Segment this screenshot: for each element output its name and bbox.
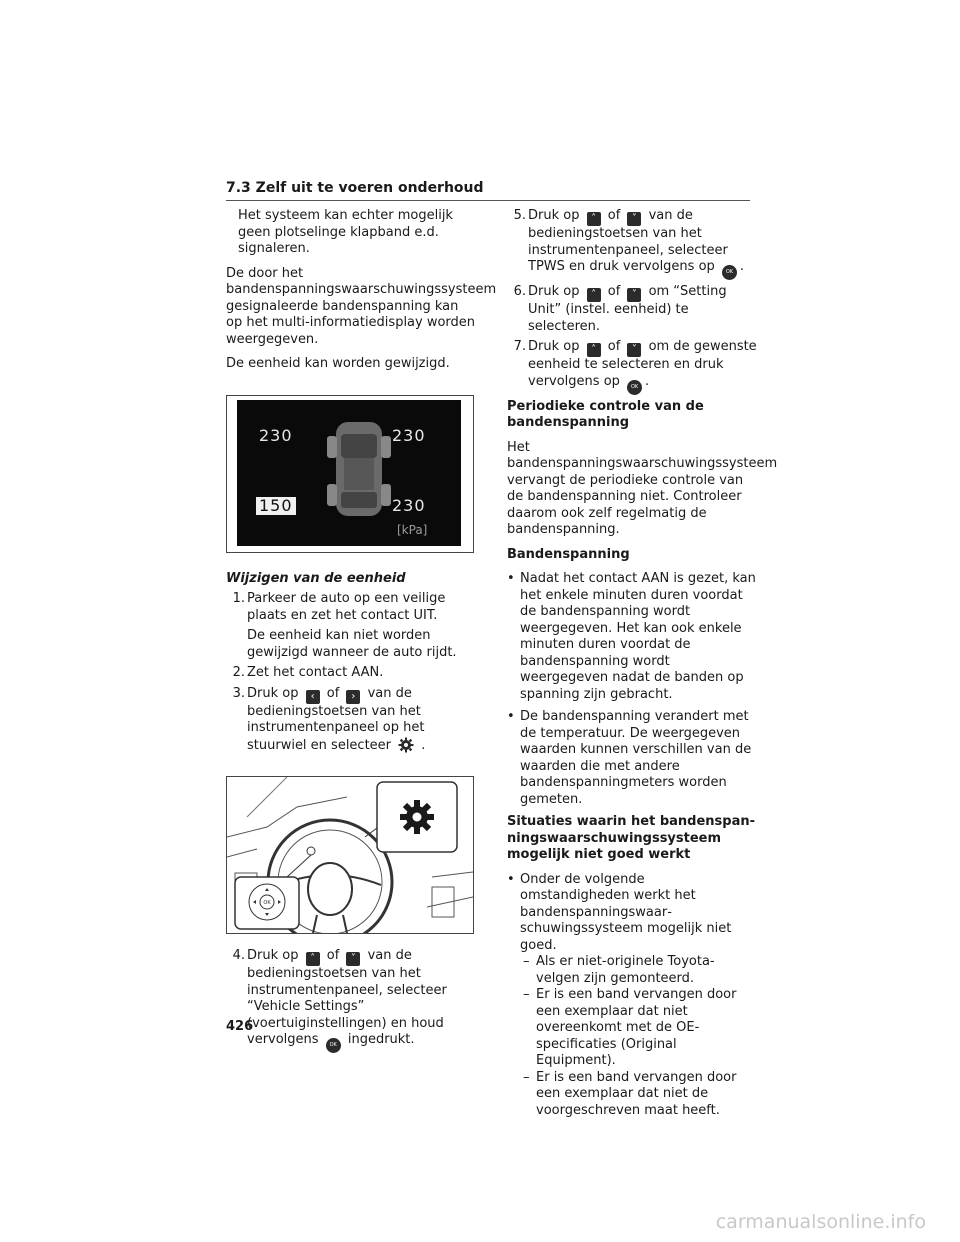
- steering-wheel-figure: [226, 776, 474, 934]
- tire-pressure-rear-left: 150: [256, 497, 296, 515]
- tpws-display-figure: [226, 395, 474, 553]
- steering-wheel-illustration-icon: [227, 777, 473, 933]
- step-number: 7.: [513, 339, 526, 354]
- up-arrow-button-icon: ˄: [306, 952, 320, 966]
- paragraph-unit-change: De eenheid kan worden gewijzigd.: [226, 356, 450, 371]
- step-text: van de bedieningstoetsen van het instrumentenpaneel, selecteer TPWS en druk vervolgens op: [528, 208, 728, 274]
- page-header: [226, 179, 750, 201]
- page-number: 426: [226, 1019, 254, 1034]
- left-column: [226, 208, 497, 1057]
- sub-list-item-text: Er is een band vervangen door een exemplaar dat niet de voorgeschreven maat heeft.: [536, 1069, 737, 1118]
- sub-list-item: [507, 1070, 757, 1120]
- right-arrow-button-icon: ›: [346, 690, 360, 704]
- step-text: Druk op: [528, 208, 580, 223]
- dash-icon: –: [523, 1069, 530, 1085]
- step-text: Zet het contact AAN.: [247, 665, 384, 680]
- left-arrow-button-icon: ‹: [306, 690, 320, 704]
- step-text: om de gewenste eenheid te selecteren en druk vervolgens op: [528, 339, 757, 389]
- step-text: of: [607, 339, 621, 354]
- step-text: Druk op: [247, 948, 299, 963]
- up-arrow-button-icon: ˄: [587, 343, 601, 357]
- step-text: .: [739, 259, 745, 274]
- step-4: [226, 948, 476, 1053]
- pressure-unit-label: [kPa]: [397, 522, 428, 537]
- step-number: 2.: [232, 665, 245, 680]
- tire-pressure-front-right: 230: [392, 425, 426, 445]
- section-title: 7.3 Zelf uit te voeren onderhoud: [226, 179, 750, 201]
- step-text: of: [607, 284, 621, 299]
- down-arrow-button-icon: ˅: [346, 952, 360, 966]
- step-2: [226, 665, 476, 682]
- list-item: [507, 872, 757, 955]
- step-3: [226, 686, 476, 755]
- step-text: van de bedieningstoetsen van het instrumentenpaneel, selecteer “Vehicle Settings” (voertuiginstellingen) en houd vervolgens: [247, 948, 447, 1047]
- step-text: .: [421, 737, 426, 753]
- heading-malfunction-situations: Situaties waarin het bandenspanningswaarschuwingssysteem mogelijk niet goed werkt: [507, 814, 756, 862]
- step-1: [226, 591, 476, 661]
- change-unit-heading: Wijzigen van de eenheid: [226, 570, 406, 586]
- down-arrow-button-icon: ˅: [627, 288, 641, 302]
- ok-button-icon: OK: [326, 1038, 341, 1053]
- bullet-icon: •: [507, 871, 515, 887]
- step-text: Druk op: [528, 339, 580, 354]
- step-text: of: [607, 208, 621, 223]
- watermark: carmanualsonline.info: [715, 1211, 926, 1233]
- step-text: of: [326, 685, 340, 701]
- multi-information-display: [237, 400, 461, 546]
- sub-list-item-text: Er is een band vervangen door een exemplaar dat niet overeenkomt met de OE-specificaties (Original Equipment).: [536, 987, 737, 1068]
- down-arrow-button-icon: ˅: [627, 343, 641, 357]
- step-number: 3.: [232, 685, 245, 701]
- step-number: 6.: [513, 284, 526, 299]
- bullet-icon: •: [507, 571, 515, 586]
- step-text: Druk op: [528, 284, 580, 299]
- step-text: van de bedieningstoetsen van het instrumentenpaneel op het stuurwiel en selecteer: [247, 685, 425, 753]
- step-number: 5.: [513, 208, 526, 223]
- step-text: Druk op: [247, 685, 299, 701]
- step-number: 4.: [232, 948, 245, 963]
- dash-icon: –: [523, 987, 530, 1002]
- step-text: om “Setting Unit” (instel. eenheid) te selecteren.: [528, 284, 727, 334]
- car-top-view-icon: [237, 400, 461, 546]
- tire-pressure-front-left: 230: [259, 425, 293, 445]
- intro-text: Het systeem kan echter mogelijk geen plotselinge klapband e.d. signaleren.: [238, 208, 453, 256]
- heading-tire-pressure: Bandenspanning: [507, 546, 630, 562]
- list-item-text: Nadat het contact AAN is gezet, kan het enkele minuten duren voordat de bandenspanning wordt weergegeven. Het kan ook enkele minuten duren voordat de bandenspanning wordt weergegeven nadat de banden op spanning zijn gebracht.: [520, 571, 756, 702]
- ok-button-icon: OK: [722, 265, 737, 280]
- up-arrow-button-icon: ˄: [587, 288, 601, 302]
- heading-periodic-check: Periodieke controle van de bandenspanning: [507, 398, 704, 430]
- step-text: .: [645, 373, 650, 389]
- step-number: 1.: [232, 591, 245, 606]
- sub-list-item-text: Als er niet-originele Toyota-velgen zijn gemonteerd.: [536, 954, 715, 986]
- ok-button-icon: OK: [627, 380, 642, 395]
- list-item: [507, 709, 757, 808]
- step-text: of: [326, 948, 340, 963]
- up-arrow-button-icon: ˄: [587, 212, 601, 226]
- down-arrow-button-icon: ˅: [627, 212, 641, 226]
- step-7: [507, 339, 757, 395]
- list-item-text: De bandenspanning verandert met de temperatuur. De weergegeven waarden kunnen verschillen van de waarden die met andere bandenspanningmeters worden gemeten.: [520, 709, 752, 807]
- svg-text:OK: OK: [263, 900, 271, 906]
- right-column: [507, 208, 778, 1119]
- step-text: Parkeer de auto op een veilige plaats en zet het contact UIT.: [247, 591, 446, 623]
- step-5: [507, 208, 757, 280]
- dash-icon: –: [523, 954, 530, 969]
- list-item-text: Onder de volgende omstandigheden werkt het bandenspanningswaarschuwingssysteem mogelijk niet goed.: [520, 871, 732, 953]
- step-note: De eenheid kan niet worden gewijzigd wanneer de auto rijdt.: [247, 628, 457, 660]
- paragraph-periodic-check: Het bandenspanningswaarschuwingssysteem vervangt de periodieke controle van de bandenspanning niet. Controleer daarom ook zelf regelmatig de bandenspanning.: [507, 439, 778, 537]
- list-item: [507, 571, 757, 703]
- step-text: ingedrukt.: [347, 1032, 415, 1047]
- sub-list-item: [507, 954, 757, 987]
- step-6: [507, 284, 757, 335]
- bullet-icon: •: [507, 709, 515, 724]
- tire-pressure-rear-right: 230: [392, 495, 426, 515]
- sub-list-item: [507, 987, 757, 1070]
- gear-icon: [398, 737, 414, 753]
- paragraph-display-info: De door het bandenspanningswaarschuwingssysteem gesignaleerde bandenspanning kan op het multi-informatiedisplay worden weergegeven.: [226, 265, 497, 347]
